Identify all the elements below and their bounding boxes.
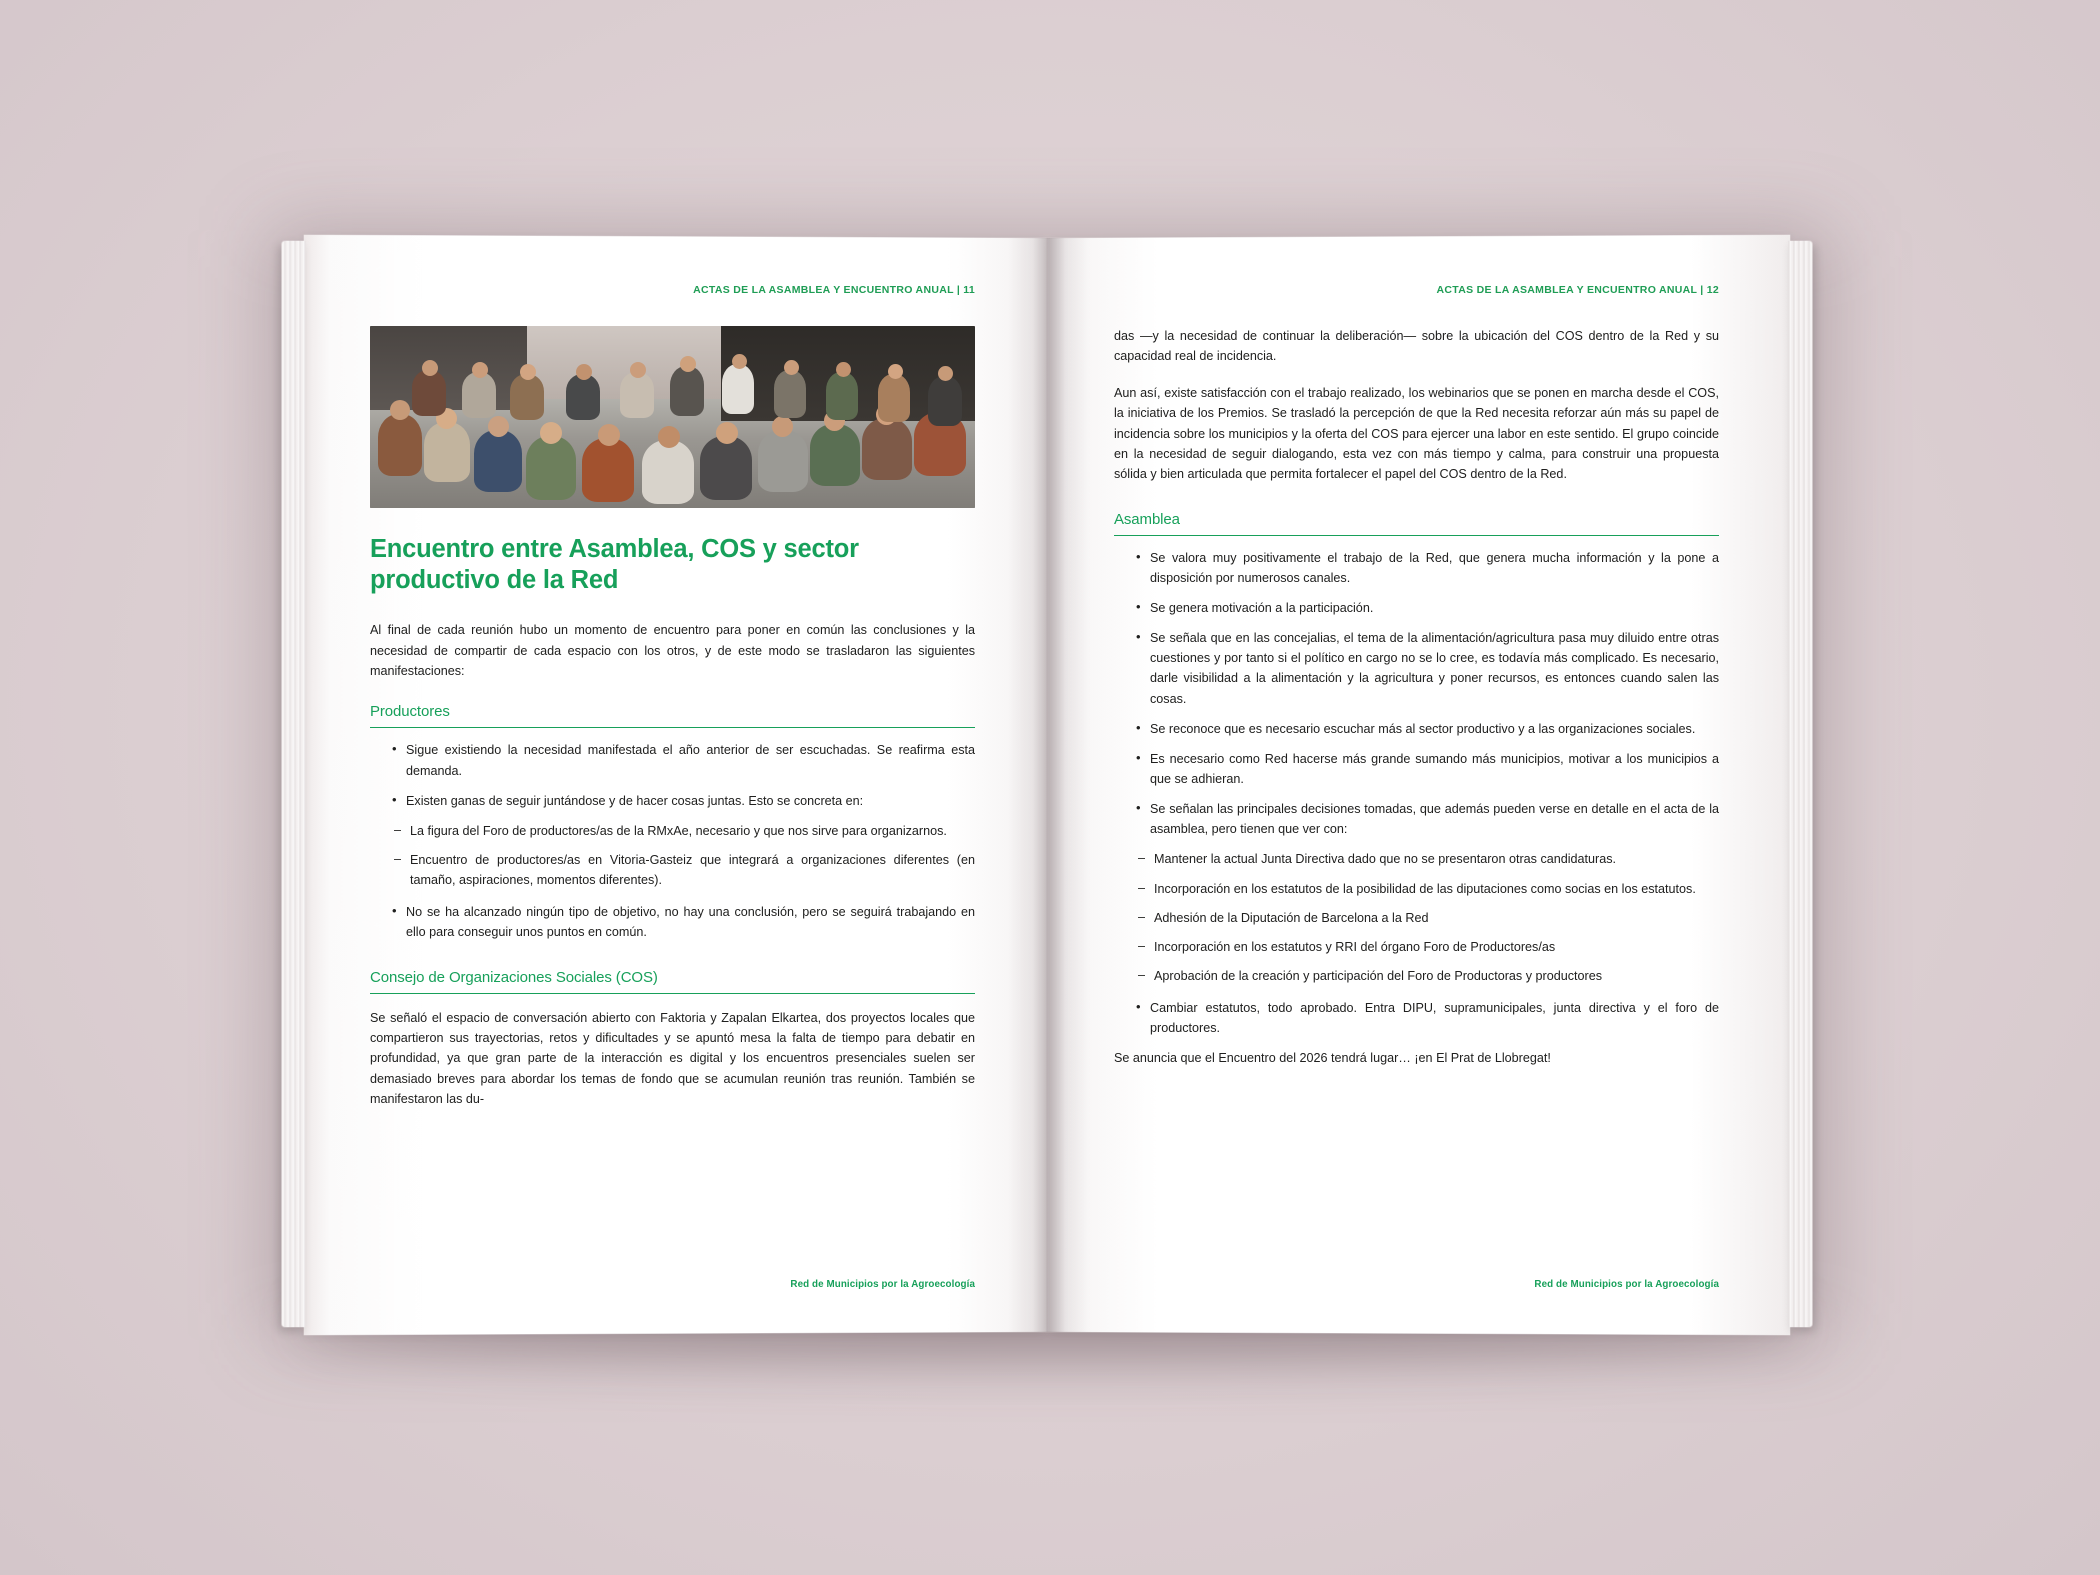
photo-person-head [836, 362, 851, 377]
photo-person-head [520, 364, 536, 380]
running-head-right: ACTAS DE LA ASAMBLEA Y ENCUENTRO ANUAL | 12 [1436, 284, 1719, 296]
subsection-heading-asamblea: Asamblea [1114, 511, 1719, 536]
photo-person-head [390, 400, 410, 420]
closing-paragraph: Se anuncia que el Encuentro del 2026 tendrá lugar… ¡en El Prat de Llobregat! [1114, 1051, 1551, 1066]
photo-person-head [472, 362, 488, 378]
list-item: • Se señala que en las concejalias, el tema de la alimentación/agricultura pasa muy diluido entre otras cuestiones y por tanto si el político en cargo no se lo cree, es todavía más complicado. Es necesario, darle visibilidad a la alimentación y la agricultura y poner recursos, es entonces cuando salen las cosas. [1136, 628, 1719, 709]
photo-person [412, 370, 446, 416]
photo-person-head [732, 354, 747, 369]
intro-paragraph: Al final de cada reunión hubo un momento de encuentro para poner en común las conclusiones y la necesidad de compartir de cada espacio con los otros, y de este modo se trasladaron las siguientes manifestaciones: [370, 623, 975, 678]
productores-bullet-list [370, 740, 975, 810]
photo-person-head [716, 422, 738, 444]
list-item: • Es necesario como Red hacerse más grande sumando más municipios, motivar a los municipios a que se adhieran. [1136, 749, 1719, 789]
subsection-heading-productores: Productores [370, 703, 975, 728]
footer-left: Red de Municipios por la Agroecología [790, 1279, 975, 1290]
list-item: • Se señalan las principales decisiones tomadas, que además pueden verse en detalle en el acta de la asamblea, pero tienen que ver con: [1136, 799, 1719, 839]
magazine-spread [308, 238, 1786, 1332]
photo-person [378, 414, 422, 476]
right-page-edge-stack [1788, 241, 1812, 1328]
photo-person [462, 372, 496, 418]
photo-person-head [488, 416, 509, 437]
photo-person-head [784, 360, 799, 375]
asamblea-bullet-list-cont [1114, 998, 1719, 1038]
photo-person [474, 430, 522, 492]
list-item: – Incorporación en los estatutos y RRI del órgano Foro de Productores/as [1138, 937, 1719, 957]
list-item: • No se ha alcanzado ningún tipo de objetivo, no hay una conclusión, pero se seguirá trabajando en ello para conseguir unos puntos en común. [392, 902, 975, 942]
list-item: – Aprobación de la creación y participación del Foro de Productoras y productores [1138, 966, 1719, 986]
photo-wall-left [370, 326, 527, 410]
list-item: • Se genera motivación a la participación. [1136, 598, 1719, 618]
continuation-paragraph: das —y la necesidad de continuar la deliberación— sobre la ubicación del COS dentro de la Red y su capacidad real de incidencia. [1114, 329, 1719, 364]
photo-person-head [888, 364, 903, 379]
photo-person [424, 422, 470, 482]
asamblea-sub-list [1114, 849, 1719, 986]
list-item: • Sigue existiendo la necesidad manifestada el año anterior de ser escuchadas. Se reafirma esta demanda. [392, 740, 975, 780]
photo-person-head [772, 416, 793, 437]
photo-person [566, 374, 600, 420]
photo-person [758, 430, 808, 492]
photo-person-head [680, 356, 696, 372]
list-item: – Mantener la actual Junta Directiva dado que no se presentaron otras candidaturas. [1138, 849, 1719, 869]
photo-person [862, 418, 912, 480]
photo-person [700, 436, 752, 500]
right-page-content [1114, 238, 1719, 1332]
photo-person [620, 372, 654, 418]
productores-sub-list [370, 821, 975, 890]
paragraph-2: Aun así, existe satisfacción con el trabajo realizado, los webinarios que se ponen en marcha desde el COS, la iniciativa de los Premios. Se trasladó la percepción de que la Red necesita reforzar aún más su papel de incidencia sobre los municipios y la oferta del COS para ejercer una labor en este sentido. El grupo coincide en la necesidad de seguir dialogando, esta vez con más tiempo y calma, para construir una propuesta sólida y bien articulada que permita fortalecer el papel del COS dentro de la Red. [1114, 385, 1719, 482]
list-item: – Adhesión de la Diputación de Barcelona a la Red [1138, 908, 1719, 928]
subsection-heading-cos: Consejo de Organizaciones Sociales (COS) [370, 969, 975, 994]
photo-person [722, 364, 754, 414]
list-item: • Cambiar estatutos, todo aprobado. Entra DIPU, supramunicipales, junta directiva y el foro de productores. [1136, 998, 1719, 1038]
photo-person [826, 372, 858, 420]
photo-person [510, 374, 544, 420]
photo-person [928, 376, 962, 426]
photo-person [582, 438, 634, 502]
list-item: • Se valora muy positivamente el trabajo de la Red, que genera mucha información y la pone a disposición por numerosos canales. [1136, 548, 1719, 588]
photo-person [878, 374, 910, 422]
list-item: • Existen ganas de seguir juntándose y de hacer cosas juntas. Esto se concreta en: [392, 791, 975, 811]
photo-person-head [658, 426, 680, 448]
photo-person [526, 436, 576, 500]
list-item: – Incorporación en los estatutos de la posibilidad de las diputaciones como socias en los estatutos. [1138, 879, 1719, 899]
list-item: – La figura del Foro de productores/as de la RMxAe, necesario y que nos sirve para organizarnos. [394, 821, 975, 841]
list-item: – Encuentro de productores/as en Vitoria-Gasteiz que integrará a organizaciones diferentes (en tamaño, aspiraciones, momentos diferentes). [394, 850, 975, 890]
photo-person [670, 366, 704, 416]
photo-person-head [630, 362, 646, 378]
assembly-photo [370, 326, 975, 508]
photo-person [810, 424, 860, 486]
footer-right: Red de Municipios por la Agroecología [1534, 1279, 1719, 1290]
photo-person-head [422, 360, 438, 376]
cos-paragraph: Se señaló el espacio de conversación abierto con Faktoria y Zapalan Elkartea, dos proyectos locales que compartieron sus trayectorias, retos y dificultades y se apuntó mesa la falta de tiempo para debatir en profundidad, ya que gran parte de la interacción es digital y los encuentros presenciales suelen ser demasiado breves para abordar los temas de fondo que se acumulan reunión tras reunión. También se manifestaron las du- [370, 1010, 975, 1107]
asamblea-bullet-list [1114, 548, 1719, 840]
photo-person-head [938, 366, 953, 381]
running-head-left: ACTAS DE LA ASAMBLEA Y ENCUENTRO ANUAL | 11 [693, 284, 975, 296]
photo-person [774, 370, 806, 418]
list-item: • Se reconoce que es necesario escuchar más al sector productivo y a las organizaciones sociales. [1136, 719, 1719, 739]
photo-person-head [576, 364, 592, 380]
left-page-content [370, 238, 975, 1332]
photo-person-head [540, 422, 562, 444]
page-title: Encuentro entre Asamblea, COS y sector productivo de la Red [370, 535, 859, 595]
productores-bullet-list-cont [370, 902, 975, 942]
photo-person-head [598, 424, 620, 446]
left-page-edge-stack [281, 241, 305, 1328]
photo-person [642, 440, 694, 504]
